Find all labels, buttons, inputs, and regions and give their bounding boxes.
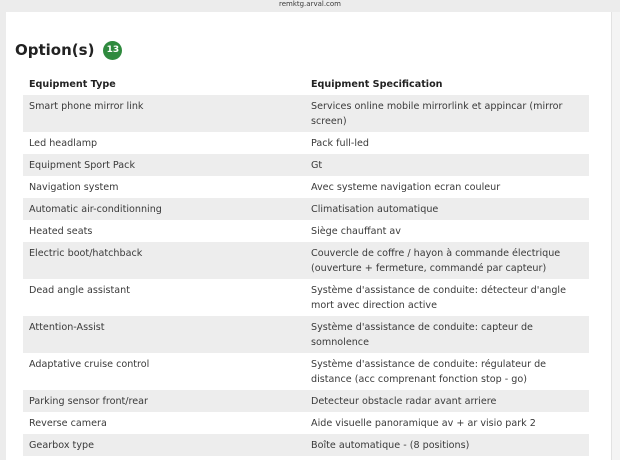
table-row [23, 220, 589, 242]
table-row [23, 353, 589, 390]
equipment-spec-cell: Climatisation automatique [305, 198, 589, 220]
table-header-row [23, 73, 589, 95]
page-url: remktg.arval.com [278, 0, 342, 8]
equipment-type-cell: Heated seats [23, 220, 305, 242]
equipment-type-cell: Led headlamp [23, 132, 305, 154]
equipment-type-cell: Adaptative cruise control [23, 353, 305, 390]
equipment-type-cell: Electric boot/hatchback [23, 242, 305, 279]
equipment-spec-cell: Boîte automatique - (8 positions) [305, 434, 589, 456]
column-header-equipment-specification: Equipment Specification [305, 73, 589, 95]
browser-address-bar [0, 0, 620, 12]
table-row [23, 242, 589, 279]
equipment-spec-cell: Aide visuelle panoramique av + ar visio park 2 [305, 412, 589, 434]
equipment-spec-cell: Siège chauffant av [305, 220, 589, 242]
table-row [23, 154, 589, 176]
equipment-type-cell: Attention-Assist [23, 316, 305, 353]
equipment-type-cell: Navigation system [23, 176, 305, 198]
equipment-type-cell: Parking sensor front/rear [23, 390, 305, 412]
equipment-spec-cell: Système d'assistance de conduite: capteur de somnolence [305, 316, 589, 353]
options-count-badge: 13 [103, 41, 122, 60]
equipment-type-cell: Dead angle assistant [23, 279, 305, 316]
table-row [23, 176, 589, 198]
equipment-spec-cell: Pack full-led [305, 132, 589, 154]
equipment-type-cell: Automatic air-conditionning [23, 198, 305, 220]
equipment-spec-cell: Gt [305, 154, 589, 176]
equipment-spec-cell: Services online mobile mirrorlink et appincar (mirror screen) [305, 95, 589, 132]
table-row [23, 95, 589, 132]
equipment-type-cell: Equipment Sport Pack [23, 154, 305, 176]
equipment-spec-cell: Couvercle de coffre / hayon à commande électrique (ouverture + fermeture, commandé par capteur) [305, 242, 589, 279]
table-row [23, 132, 589, 154]
equipment-type-cell: Gearbox type [23, 434, 305, 456]
section-title: Option(s) [15, 41, 95, 59]
equipment-type-cell: Smart phone mirror link [23, 95, 305, 132]
equipment-spec-cell: Detecteur obstacle radar avant arriere [305, 390, 589, 412]
equipment-spec-cell: Avec systeme navigation ecran couleur [305, 176, 589, 198]
scroll-gutter [611, 12, 620, 460]
column-header-equipment-type: Equipment Type [23, 73, 305, 95]
options-heading [15, 37, 122, 63]
table-row [23, 434, 589, 456]
equipment-type-cell: Reverse camera [23, 412, 305, 434]
table-row [23, 279, 589, 316]
equipment-spec-cell: Système d'assistance de conduite: régulateur de distance (acc comprenant fonction stop - go) [305, 353, 589, 390]
table-row [23, 412, 589, 434]
table-row [23, 198, 589, 220]
table-row [23, 390, 589, 412]
options-table [23, 73, 589, 456]
equipment-spec-cell: Système d'assistance de conduite: détecteur d'angle mort avec direction active [305, 279, 589, 316]
table-row [23, 316, 589, 353]
